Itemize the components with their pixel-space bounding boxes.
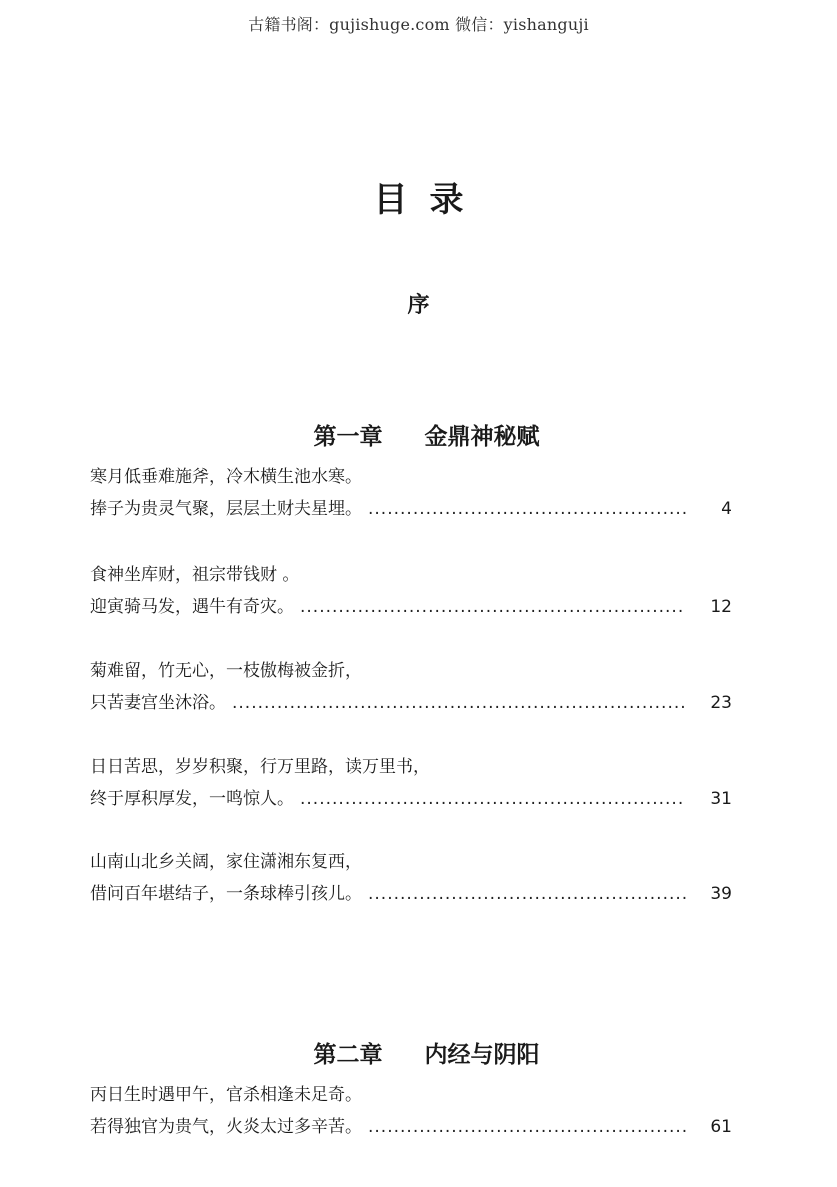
toc-entry[interactable] xyxy=(90,655,732,719)
page-title: 目录 xyxy=(373,180,486,220)
entry-text: 捧子为贵灵气聚，层层土财夫星埋。 xyxy=(90,499,362,519)
toc-entry[interactable] xyxy=(90,751,732,815)
entry-line: 寒月低垂难施斧，冷木横生池水寒。 xyxy=(90,467,362,487)
entry-line xyxy=(90,1111,732,1143)
dot-leader xyxy=(300,591,686,623)
dot-leader xyxy=(368,878,686,910)
toc-entry[interactable] xyxy=(90,1079,732,1143)
chapter-name: 内经与阴阳 xyxy=(424,1042,540,1068)
toc-entry[interactable] xyxy=(90,559,732,623)
chapter-heading xyxy=(0,392,837,451)
entry-line xyxy=(90,493,732,525)
dot-leader xyxy=(368,493,686,525)
entry-line: 日日苦思，岁岁积聚，行万里路，读万里书， xyxy=(90,757,430,777)
entry-text: 借问百年堪结子，一条球棒引孩儿。 xyxy=(90,884,362,904)
entry-line: 食神坐库财，祖宗带钱财 。 xyxy=(90,565,300,585)
entry-line: 丙日生时遇甲午，官杀相逢未足奇。 xyxy=(90,1085,362,1105)
chapter-name: 金鼎神秘赋 xyxy=(424,424,540,450)
entry-line xyxy=(90,783,732,815)
page-number: 23 xyxy=(710,693,732,713)
dot-leader xyxy=(300,783,686,815)
watermark: 古籍书阁：gujishuge.com 微信：yishanguji xyxy=(248,15,589,34)
page-number: 39 xyxy=(710,884,732,904)
chapter-number: 第一章 xyxy=(313,424,383,450)
entry-line xyxy=(90,591,732,623)
page-number: 31 xyxy=(710,789,732,809)
entry-line: 菊难留，竹无心，一枝傲梅被金折， xyxy=(90,661,362,681)
chapter-heading xyxy=(0,1010,837,1069)
entry-text: 终于厚积厚发，一鸣惊人。 xyxy=(90,789,294,809)
toc-entry[interactable] xyxy=(90,846,732,910)
chapter-number: 第二章 xyxy=(313,1042,383,1068)
toc-entry[interactable] xyxy=(90,461,732,525)
page-number: 61 xyxy=(710,1117,732,1137)
entry-text: 只苦妻宫坐沐浴。 xyxy=(90,693,226,713)
entry-text: 若得独官为贵气，火炎太过多辛苦。 xyxy=(90,1117,362,1137)
entry-line xyxy=(90,878,732,910)
dot-leader xyxy=(232,687,686,719)
entry-line: 山南山北乡关阔，家住潇湘东复西， xyxy=(90,852,362,872)
dot-leader xyxy=(368,1111,686,1143)
entry-line xyxy=(90,687,732,719)
page-number: 4 xyxy=(721,499,732,519)
page-number: 12 xyxy=(710,597,732,617)
entry-text: 迎寅骑马发，遇牛有奇灾。 xyxy=(90,597,294,617)
preface-heading[interactable]: 序 xyxy=(407,293,430,318)
